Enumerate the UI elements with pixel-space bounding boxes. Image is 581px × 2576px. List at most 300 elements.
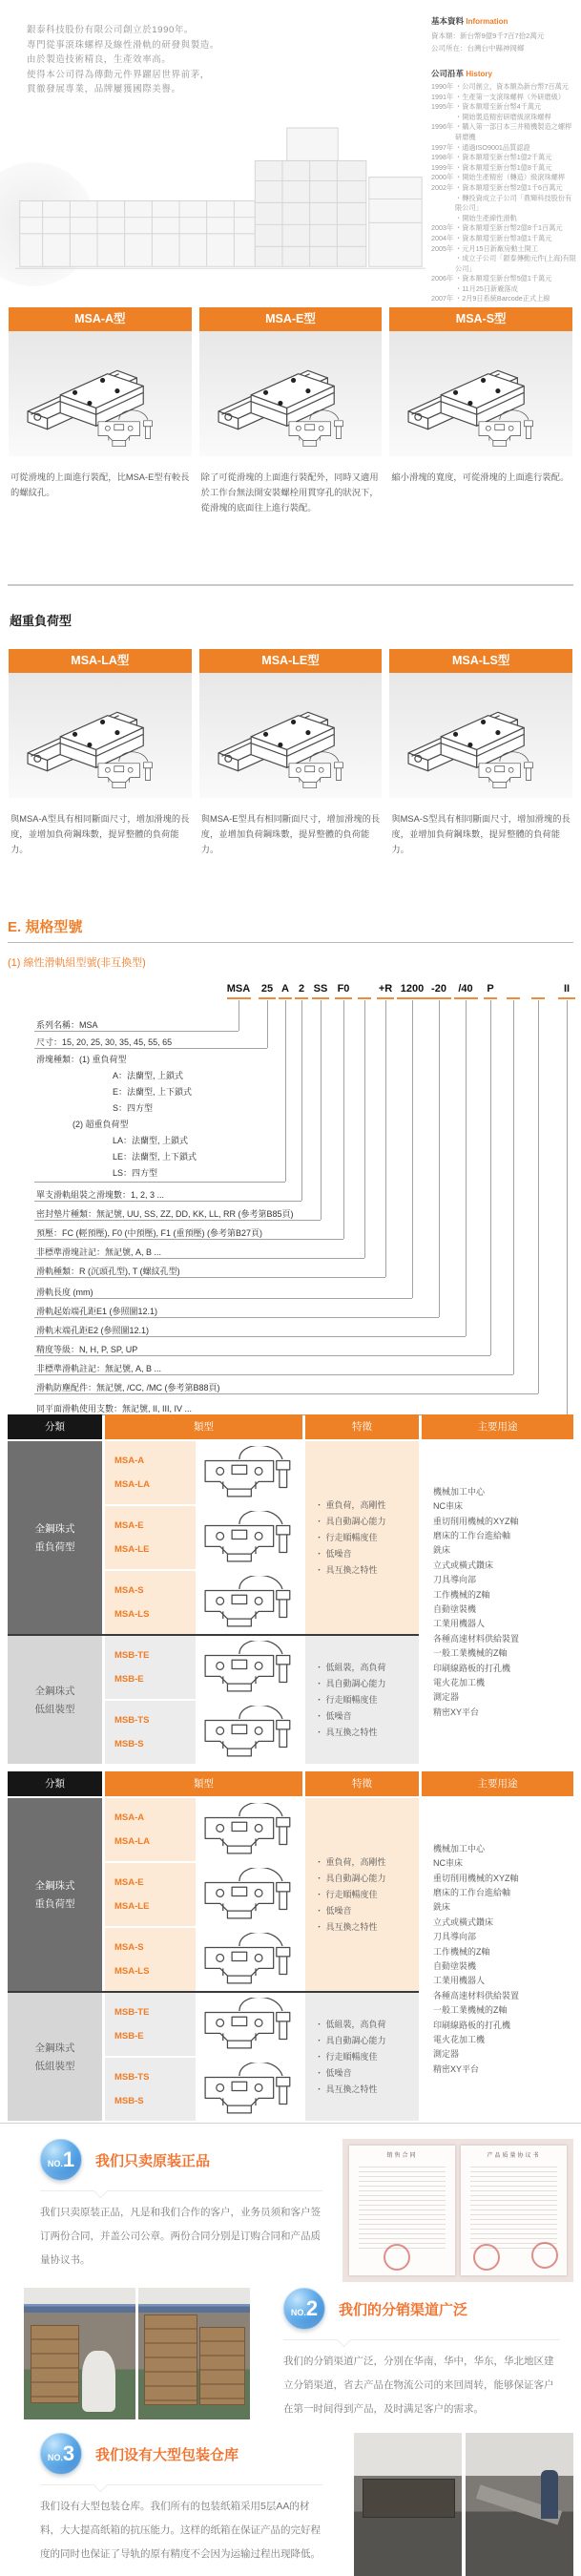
application-item: 工業用機器人 (433, 1619, 486, 1629)
history-entry (431, 122, 576, 142)
promo-no3 (0, 2419, 581, 2560)
model-name: MSA-A (114, 1812, 145, 1823)
model-code-segment: F0 (337, 983, 350, 995)
history-entry (431, 284, 576, 295)
history-entry (431, 244, 576, 255)
application-item: 電火花加工機 (433, 1678, 486, 1688)
model-name: MSA-LA (114, 1836, 150, 1848)
feature-item: ・ 具互換之特性 (315, 1564, 378, 1575)
promo-no3-text (40, 2433, 322, 2560)
history-text: ・公司創立，資本額為新台幣7百萬元 (455, 82, 569, 91)
history-text: ・2月9日系統Barcode正式上線 (455, 294, 550, 304)
category-line: 全鋼珠式 (34, 1686, 75, 1697)
category-line: 重負荷型 (34, 1541, 75, 1553)
promo-no2-body: 我们的分销渠道广泛，分别在华南，华中，华东，华北地区建立分销渠道，省去产品在物流公司的来回周转，能够保证客户在第一时间得到产品，及时满足客户的需求。 (283, 2356, 554, 2415)
factory-building-photo (15, 88, 425, 292)
info-title-zh: 基本資料 (431, 16, 465, 26)
model-name: MSA-E (114, 1519, 144, 1531)
model-code-segment: /40 (458, 983, 473, 995)
connector-line (385, 1000, 386, 1277)
contract-photo (342, 2139, 573, 2282)
type-drawing (196, 1863, 302, 1926)
application-item: 刀具導向部 (433, 1575, 477, 1585)
product-card-title: MSA-S型 (389, 307, 572, 331)
guide-front-drawing (199, 1998, 299, 2051)
code-underline (427, 997, 451, 999)
spec-label: 預壓：FC (輕預壓), F0 (中預壓), F1 (重預壓) (參考第B27頁) (36, 1228, 262, 1238)
spec-label: 滑軌種類：R (沉頭孔型), T (螺紋孔型) (36, 1267, 180, 1276)
spec-label: 單支滑軌組裝之滑塊數：1, 2, 3 ... (36, 1190, 165, 1200)
history-year: 1999年 (431, 162, 454, 172)
history-entry (431, 214, 576, 224)
application-item: 磨床的工作台進給軸 (433, 1887, 511, 1897)
model-name: MSA-A (114, 1455, 145, 1466)
company-intro-section (0, 0, 581, 304)
group-separator (8, 1634, 419, 1636)
selection-table-2 (8, 1771, 573, 2121)
product-cards-row-1 (0, 304, 581, 584)
type-row (105, 1993, 302, 2056)
application-item: 銑床 (433, 1545, 451, 1556)
application-item: 重切削用機械的XYZ軸 (433, 1516, 519, 1526)
company-location: 公司所在：台灣台中縣神岡鄉 (431, 44, 525, 52)
history-text: ・購入第一部日本三井精機製造之螺桿研磨機 (455, 122, 572, 141)
code-underline (531, 997, 545, 999)
info-title-en: Information (466, 17, 508, 26)
badge-prefix: NO. (290, 2308, 306, 2317)
model-name: MSA-LE (114, 1544, 150, 1556)
model-name: MSB-E (114, 1674, 144, 1686)
product-card (199, 649, 383, 901)
product-drawing (389, 331, 572, 456)
feature-item: ・ 低組裝，高負荷 (315, 2019, 386, 2029)
applications-column (422, 1414, 573, 1764)
col-header-features: 特徵 (305, 1771, 419, 1796)
product-card-title: MSA-LA型 (9, 649, 192, 673)
connector-line (567, 1000, 568, 1414)
code-underline (454, 997, 478, 999)
spec-subtitle: (1) 線性滑軌組型號(非互換型) (8, 957, 146, 969)
badge-number: 3 (62, 2441, 75, 2465)
applications-cell (422, 1441, 573, 1764)
linear-guide-drawing (397, 675, 565, 797)
col-header-applications: 主要用途 (422, 1771, 573, 1796)
history-text: ・資本額增至新台幣1億8千萬元 (455, 162, 552, 172)
spec-label: 同平面滑軌使用支數：無記號, II, III, IV ... (36, 1404, 193, 1414)
history-year (431, 254, 455, 274)
model-code-segment: -20 (431, 983, 446, 995)
history-entry (431, 163, 576, 174)
spec-label-line: LS：四方型 (113, 1168, 158, 1178)
connector-line (267, 1000, 268, 1048)
workshop-wall (354, 2433, 462, 2476)
model-name: MSA-LS (114, 1966, 150, 1978)
group-separator (8, 1991, 419, 1993)
model-names (105, 1863, 196, 1926)
history-text: ・資本額增至新台幣5億1千萬元 (455, 274, 552, 283)
spec-label: 精度等級：N, H, P, SP, UP (36, 1345, 138, 1354)
history-entry (431, 194, 576, 214)
model-code-segment: 1200 (400, 983, 425, 995)
no1-badge (40, 2139, 82, 2181)
col-header-type: 類型 (105, 1414, 302, 1439)
promo-no1-header (40, 2139, 322, 2191)
promo-no2-header (283, 2288, 560, 2340)
type-row (105, 1928, 302, 1991)
model-code-segment: P (487, 983, 494, 995)
history-year: 2003年 (431, 223, 454, 233)
type-row (105, 1636, 302, 1699)
type-drawing (196, 1636, 302, 1699)
application-item: NC車床 (433, 1858, 463, 1869)
type-row (105, 1441, 302, 1504)
company-capital: 資本額：新台幣9億9千7百7拾2萬元 (431, 31, 545, 40)
history-title (431, 68, 576, 79)
spec-label: 滑軌起始端孔距E1 (參照圖12.1) (36, 1307, 158, 1316)
history-year (431, 214, 455, 224)
connector-line (34, 1336, 466, 1337)
history-year: 2004年 (431, 233, 454, 242)
spec-label: 密封墊片種類：無記號, UU, SS, ZZ, DD, KK, LL, RR (參考第B85頁) (36, 1209, 294, 1219)
selection-tables-section (0, 1413, 581, 2123)
type-drawing (196, 1928, 302, 1991)
application-item: 精密XY平台 (433, 2063, 480, 2074)
promo-no3-header (40, 2433, 322, 2485)
promo-section (0, 2123, 581, 2560)
product-card (199, 307, 383, 584)
application-item: 自動塗裝機 (433, 1961, 477, 1971)
spec-label-line: LA：法蘭型, 上鎖式 (113, 1136, 189, 1145)
connector-line (34, 1355, 490, 1356)
promo-no3-title: 我们设有大型包装仓库 (95, 2446, 239, 2463)
product-card-desc: 除了可從滑塊的上面進行裝配外，同時又適用於工作台無法開安裝螺栓用貫穿孔的狀況下，從滑塊的底面往上進行裝配。 (200, 472, 379, 513)
promo-no1 (0, 2124, 581, 2274)
product-drawing (9, 673, 192, 798)
model-code-segment: SS (313, 983, 328, 995)
doc-text-lines (470, 2163, 557, 2251)
model-names (105, 1993, 196, 2056)
product-drawing (389, 673, 572, 798)
history-entry (431, 82, 576, 93)
guide-front-drawing (199, 1511, 299, 1564)
history-text: ・成立子公司「銀泰傳動元件(上海)有限公司」 (455, 254, 576, 273)
linear-guide-drawing (207, 333, 375, 455)
workshop-photo-1 (354, 2433, 462, 2576)
code-underline (259, 997, 276, 999)
company-intro-line: 貫徹發展專業，品牌屢獲國際美譽。 (27, 84, 181, 94)
history-text: ・通過ISO9001品質認證 (455, 142, 530, 152)
packing-bag (82, 2351, 115, 2411)
heavy-load-heading: 超重負荷型 (10, 614, 73, 628)
linear-guide-drawing (16, 675, 184, 797)
linear-guide-drawing (397, 333, 565, 455)
feature-item: ・ 具互換之特性 (315, 1727, 378, 1737)
promo-no2-text (283, 2288, 560, 2419)
history-year: 2007年 (431, 294, 454, 304)
application-item: 一般工業機械的Z軸 (433, 2005, 508, 2016)
features-cell (305, 1441, 419, 1634)
spec-section (0, 916, 581, 1413)
application-item: 各種高速材料供給裝置 (433, 1633, 520, 1644)
history-entry (431, 254, 576, 274)
red-stamp (473, 2244, 500, 2271)
history-text: ・開始製造精密研磨級滾珠螺桿 (455, 112, 551, 121)
model-name: MSA-S (114, 1584, 144, 1596)
spec-label-line: (2) 超重負荷型 (73, 1120, 129, 1129)
model-code-segment: MSA (226, 983, 251, 995)
code-underline (335, 997, 352, 999)
history-year: 2006年 (431, 274, 454, 283)
agreement-doc-title: 产品质量协议书 (487, 2153, 541, 2159)
model-name: MSA-LE (114, 1901, 150, 1913)
connector-line (466, 1000, 467, 1336)
promo-no1-text (40, 2139, 322, 2274)
model-code-diagram (8, 983, 573, 1424)
product-card-title: MSA-LS型 (389, 649, 572, 673)
code-underline (312, 997, 329, 999)
code-underline (358, 997, 371, 999)
history-year (431, 194, 455, 214)
history-year: 2005年 (431, 243, 454, 253)
model-name: MSB-E (114, 2031, 144, 2042)
type-row (105, 1798, 302, 1861)
connector-line (34, 1201, 301, 1202)
connector-line (364, 1000, 365, 1258)
feature-item: ・ 重負荷，高剛性 (315, 1856, 386, 1867)
type-row (105, 1701, 302, 1764)
spec-label: 滑軌防塵配件：無記號, /CC, /MC (參考第B88頁) (36, 1383, 220, 1393)
application-item: 精密XY平台 (433, 1707, 480, 1717)
warehouse-photo-1 (24, 2288, 135, 2419)
company-intro-line: 使得本公司得為傳動元件界躍居世界前茅， (27, 69, 210, 80)
history-year: 1995年 (431, 102, 454, 112)
features-column (305, 1414, 419, 1764)
history-text: ・資本額增至新台幣3億1千萬元 (455, 233, 552, 242)
application-item: NC車床 (433, 1501, 463, 1512)
feature-item: ・ 具自動調心能力 (315, 1516, 386, 1526)
type-row (105, 1571, 302, 1634)
connector-line (34, 1239, 343, 1240)
features-column (305, 1771, 419, 2121)
connector-line (34, 1277, 385, 1278)
spec-label: 非標準滑軌註記：無記號, A, B ... (36, 1364, 162, 1373)
feature-item: ・ 低噪音 (315, 1905, 352, 1916)
model-names (105, 1701, 196, 1764)
history-entry (431, 223, 576, 234)
application-item: 銑床 (433, 1902, 451, 1913)
shelf-beam (138, 2304, 250, 2314)
type-drawing (196, 1701, 302, 1764)
connector-line (412, 1000, 413, 1298)
red-stamp (384, 2244, 410, 2271)
connector-line (285, 1000, 286, 1182)
category-line: 低組裝型 (34, 2061, 75, 2072)
history-text: ・開始生產精密（轉造）級滾珠螺桿 (455, 173, 566, 182)
model-names (105, 1636, 196, 1699)
application-item: 工業用機器人 (433, 1976, 486, 1986)
info-title (431, 15, 576, 27)
purchase-contract-doc (349, 2146, 455, 2275)
spec-label-line: 滑塊種類：(1) 重負荷型 (36, 1055, 127, 1064)
application-item: 各種高速材料供給裝置 (433, 1990, 520, 2000)
product-card-desc: 與MSA-A型具有相同斷面尺寸，增加滑塊的長度，並增加負荷鋼珠數，提昇整體的負荷能力。 (10, 814, 190, 854)
application-item: 測定器 (433, 2049, 460, 2060)
promo-no3-body: 我们设有大型包装仓库。我们所有的包装纸箱采用5层AA的材料，大大提高纸箱的抗压能力。这样的纸箱在保证产品的完好程度的同时也保证了导轨的原有精度不会因为运输过程出现降低。 (40, 2501, 321, 2560)
quality-agreement-doc (461, 2146, 567, 2275)
category-cell (8, 1441, 102, 1634)
product-card-title: MSA-E型 (199, 307, 383, 331)
model-name: MSB-TS (114, 2071, 150, 2083)
history-text: ・11月25日新廠落成 (455, 283, 518, 293)
type-drawing (196, 1798, 302, 1861)
type-drawing (196, 2058, 302, 2121)
spec-label: 系列名稱：MSA (36, 1020, 98, 1030)
model-name: MSB-TE (114, 1649, 150, 1661)
col-header-type: 類型 (105, 1771, 302, 1796)
product-card (9, 649, 192, 901)
connector-line (490, 1000, 491, 1355)
guide-front-drawing (199, 2063, 299, 2116)
promo-no1-body: 我们只卖原装正品，凡是和我们合作的客户，业务员须和客户签订两份合同，并盖公司公章。两份合同分别是订购合同和产品质量协议书。 (40, 2207, 321, 2266)
product-card-desc: 可從滑塊的上面進行裝配，比MSA-E型有較長的螺紋孔。 (10, 472, 190, 497)
product-card-title: MSA-LE型 (199, 649, 383, 673)
category-column (8, 1771, 102, 2121)
history-entry (431, 102, 576, 113)
model-code-segment: 25 (260, 983, 274, 995)
history-year: 1998年 (431, 153, 454, 162)
connector-line (34, 1048, 267, 1049)
history-title-en: History (466, 70, 492, 78)
category-line: 全鋼珠式 (34, 1523, 75, 1535)
connector-line (34, 1258, 364, 1259)
application-item: 立式或橫式鑽床 (433, 1916, 494, 1927)
type-row (105, 1506, 302, 1569)
feature-item: ・ 低噪音 (315, 2067, 352, 2078)
history-entry (431, 274, 576, 284)
application-item: 磨床的工作台進給軸 (433, 1530, 511, 1540)
connector-line (538, 1000, 539, 1393)
connector-line (321, 1000, 322, 1220)
type-column (105, 1414, 302, 1764)
spec-label: 滑軌末端孔距E2 (參照圖12.1) (36, 1326, 150, 1335)
history-year: 1996年 (431, 122, 454, 132)
application-item: 測定器 (433, 1692, 460, 1703)
connector-line (513, 1000, 514, 1374)
application-item: 工作機械的Z軸 (433, 1589, 490, 1600)
category-column (8, 1414, 102, 1764)
features-cell (305, 1993, 419, 2121)
model-code-segment: 2 (298, 983, 305, 995)
history-year: 1997年 (431, 142, 454, 152)
code-underline (484, 997, 497, 999)
history-text: ・資本額增至新台幣2億8千1百萬元 (455, 223, 563, 233)
code-underline (377, 997, 394, 999)
company-history-list (431, 82, 576, 304)
history-entry (431, 93, 576, 103)
model-name: MSA-E (114, 1876, 144, 1888)
model-name: MSB-S (114, 1739, 144, 1750)
connector-line (343, 1000, 344, 1239)
application-item: 工作機械的Z軸 (433, 1946, 490, 1957)
history-year: 1990年 (431, 82, 454, 91)
application-item: 重切削用機械的XYZ軸 (433, 1873, 519, 1883)
feature-item: ・ 低噪音 (315, 1548, 352, 1559)
feature-item: ・ 具互換之特性 (315, 2084, 378, 2094)
feature-item: ・ 具自動調心能力 (315, 2035, 386, 2045)
model-names (105, 1571, 196, 1634)
application-item: 立式或橫式鑽床 (433, 1560, 494, 1570)
product-drawing (9, 331, 192, 456)
history-text: ・轉投資成立子公司「鼎輝科技股份有限公司」 (455, 193, 572, 213)
spec-label-line: E：法蘭型, 上下鎖式 (113, 1087, 193, 1097)
history-text: ・生產第一支滾珠螺桿（外研磨級） (455, 92, 566, 101)
history-entry (431, 183, 576, 194)
model-names (105, 1928, 196, 1991)
product-cards-row-2 (0, 645, 581, 901)
promo-no2-title: 我们的分销渠道广泛 (339, 2301, 468, 2318)
model-name: MSB-S (114, 2096, 144, 2107)
application-item: 刀具導向部 (433, 1932, 477, 1942)
product-card-desc: 與MSA-S型具有相同斷面尺寸，增加滑塊的長度，並增加負荷鋼珠數，提昇整體的負荷能力。 (391, 814, 571, 854)
connector-line (34, 1393, 538, 1394)
history-text: ・資本額增至新台幣4千萬元 (455, 102, 542, 112)
spec-label: 非標準滑塊註記：無記號, A, B ... (36, 1247, 162, 1257)
divider (8, 584, 573, 586)
category-line: 重負荷型 (34, 1898, 75, 1910)
features-cell (305, 1798, 419, 1991)
application-item: 機械加工中心 (433, 1486, 486, 1497)
type-row (105, 1863, 302, 1926)
no3-badge (40, 2433, 82, 2475)
doc-text-lines (359, 2163, 446, 2251)
connector-line (34, 1031, 239, 1032)
model-names (105, 1506, 196, 1569)
spec-label-line: A：法蘭型, 上鎖式 (113, 1071, 184, 1080)
type-drawing (196, 1571, 302, 1634)
history-entry (431, 153, 576, 163)
category-cell (8, 1636, 102, 1764)
product-card-desc: 與MSA-E型具有相同斷面尺寸，增加滑塊的長度，並增加負荷鋼珠數，提昇整體的負荷能力。 (200, 814, 381, 854)
company-info-panel (431, 15, 576, 304)
carton-stack (199, 2327, 246, 2405)
model-name: MSB-TS (114, 1714, 150, 1726)
promo-no2 (0, 2274, 581, 2419)
category-cell (8, 1993, 102, 2121)
product-card-desc: 縮小滑塊的寬度，可從滑塊的上面進行裝配。 (391, 472, 570, 482)
code-underline (295, 997, 308, 999)
guide-front-drawing (199, 1933, 299, 1986)
application-item: 一般工業機械的Z軸 (433, 1648, 508, 1659)
feature-item: ・ 具自動調心能力 (315, 1678, 386, 1688)
product-card (389, 649, 572, 901)
shelf-beam (24, 2304, 135, 2314)
red-stamp (531, 2242, 558, 2269)
history-year: 2000年 (431, 173, 454, 182)
category-line: 全鋼珠式 (34, 1880, 75, 1892)
history-year (431, 284, 455, 295)
promo-no1-title: 我们只卖原装正品 (95, 2152, 211, 2169)
spec-label-line: S：四方型 (113, 1103, 154, 1113)
product-drawing (199, 673, 383, 798)
guide-front-drawing (199, 1576, 299, 1629)
col-header-applications: 主要用途 (422, 1414, 573, 1439)
model-code-segment: II (563, 983, 571, 995)
carton-stack (144, 2314, 197, 2406)
col-header-category: 分類 (8, 1771, 102, 1796)
history-text: ・資本額增至新台幣2億1千6百萬元 (455, 182, 563, 192)
workshop-shelf (363, 2479, 455, 2518)
feature-item: ・ 行走順暢度佳 (315, 1532, 378, 1542)
